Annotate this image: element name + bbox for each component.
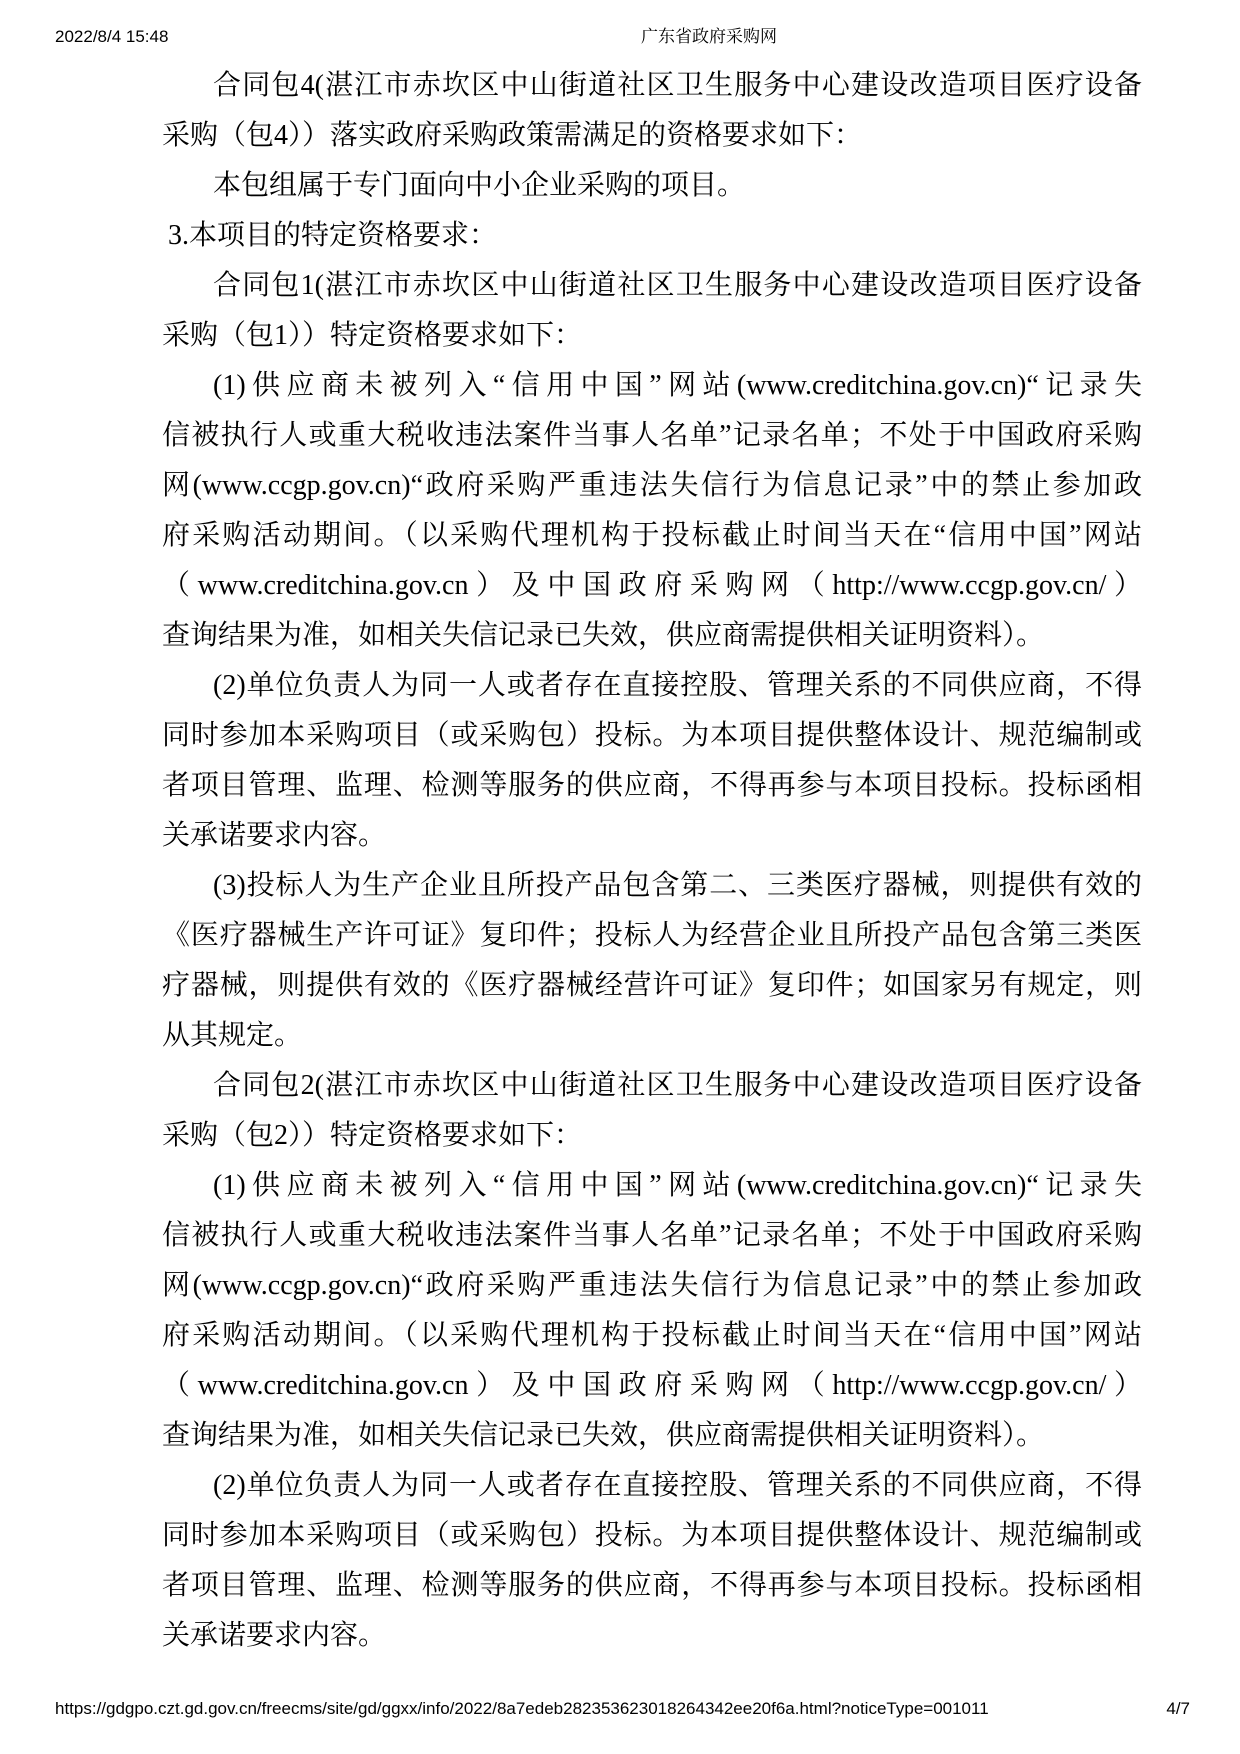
print-timestamp: 2022/8/4 15:48	[55, 27, 169, 46]
document-body	[162, 61, 1142, 1661]
text-line: 合同包4(湛江市赤坎区中山街道社区卫生服务中心建设改造项目医疗设备	[213, 70, 1142, 101]
text-line: (2)单位负责人为同一人或者存在直接控股、管理关系的不同供应商，不得	[213, 1470, 1142, 1501]
text-line: （www.creditchina.gov.cn）及中国政府采购网（http://www.ccgp.gov.cn/）	[162, 1370, 1142, 1401]
text-line: 者项目管理、监理、检测等服务的供应商，不得再参与本项目投标。投标函相	[162, 1570, 1142, 1601]
text-line: 采购（包4））落实政府采购政策需满足的资格要求如下：	[162, 120, 863, 151]
text-line: 关承诺要求内容。	[162, 1620, 387, 1651]
text-line: 信被执行人或重大税收违法案件当事人名单”记录名单；不处于中国政府采购	[162, 1220, 1142, 1251]
text-line: 府采购活动期间。（以采购代理机构于投标截止时间当天在“信用中国”网站	[162, 520, 1142, 551]
text-line: 关承诺要求内容。	[162, 820, 387, 851]
text-line: 本包组属于专门面向中小企业采购的项目。	[213, 170, 746, 201]
page-number: 4/7	[1166, 1699, 1190, 1718]
text-line: 查询结果为准，如相关失信记录已失效，供应商需提供相关证明资料）。	[162, 620, 1045, 651]
text-line: 合同包2(湛江市赤坎区中山街道社区卫生服务中心建设改造项目医疗设备	[213, 1070, 1142, 1101]
print-header	[0, 26, 1240, 50]
text-line: 采购（包2））特定资格要求如下：	[162, 1120, 583, 1151]
text-line: 查询结果为准，如相关失信记录已失效，供应商需提供相关证明资料）。	[162, 1420, 1045, 1451]
source-url: https://gdgpo.czt.gd.gov.cn/freecms/site/gd/ggxx/info/2022/8a7edeb282353623018264342ee20f6a.html?noticeType=001011	[55, 1699, 989, 1718]
text-line: 采购（包1））特定资格要求如下：	[162, 320, 583, 351]
text-line: 信被执行人或重大税收违法案件当事人名单”记录名单；不处于中国政府采购	[162, 420, 1142, 451]
site-title: 广东省政府采购网	[641, 27, 777, 46]
text-line: 《医疗器械生产许可证》复印件；投标人为经营企业且所投产品包含第三类医	[162, 920, 1142, 951]
text-line: 府采购活动期间。（以采购代理机构于投标截止时间当天在“信用中国”网站	[162, 1320, 1142, 1351]
text-line: (1)供应商未被列入“信用中国”网站(www.creditchina.gov.cn)“记录失	[213, 370, 1142, 401]
text-line: 同时参加本采购项目（或采购包）投标。为本项目提供整体设计、规范编制或	[162, 1520, 1142, 1551]
text-line: 者项目管理、监理、检测等服务的供应商，不得再参与本项目投标。投标函相	[162, 770, 1142, 801]
text-line: 合同包1(湛江市赤坎区中山街道社区卫生服务中心建设改造项目医疗设备	[213, 270, 1142, 301]
text-line: (3)投标人为生产企业且所投产品包含第二、三类医疗器械，则提供有效的	[213, 870, 1142, 901]
text-line: 同时参加本采购项目（或采购包）投标。为本项目提供整体设计、规范编制或	[162, 720, 1142, 751]
print-footer	[0, 1698, 1240, 1722]
text-line: (2)单位负责人为同一人或者存在直接控股、管理关系的不同供应商，不得	[213, 670, 1142, 701]
text-line: (1)供应商未被列入“信用中国”网站(www.creditchina.gov.cn)“记录失	[213, 1170, 1142, 1201]
text-line: 网(www.ccgp.gov.cn)“政府采购严重违法失信行为信息记录”中的禁止参加政	[162, 1270, 1142, 1301]
text-line: 3.本项目的特定资格要求：	[168, 220, 498, 251]
text-line: 疗器械，则提供有效的《医疗器械经营许可证》复印件；如国家另有规定，则	[162, 970, 1142, 1001]
text-line: 从其规定。	[162, 1020, 303, 1051]
text-line: 网(www.ccgp.gov.cn)“政府采购严重违法失信行为信息记录”中的禁止参加政	[162, 470, 1142, 501]
text-line: （www.creditchina.gov.cn）及中国政府采购网（http://www.ccgp.gov.cn/）	[162, 570, 1142, 601]
